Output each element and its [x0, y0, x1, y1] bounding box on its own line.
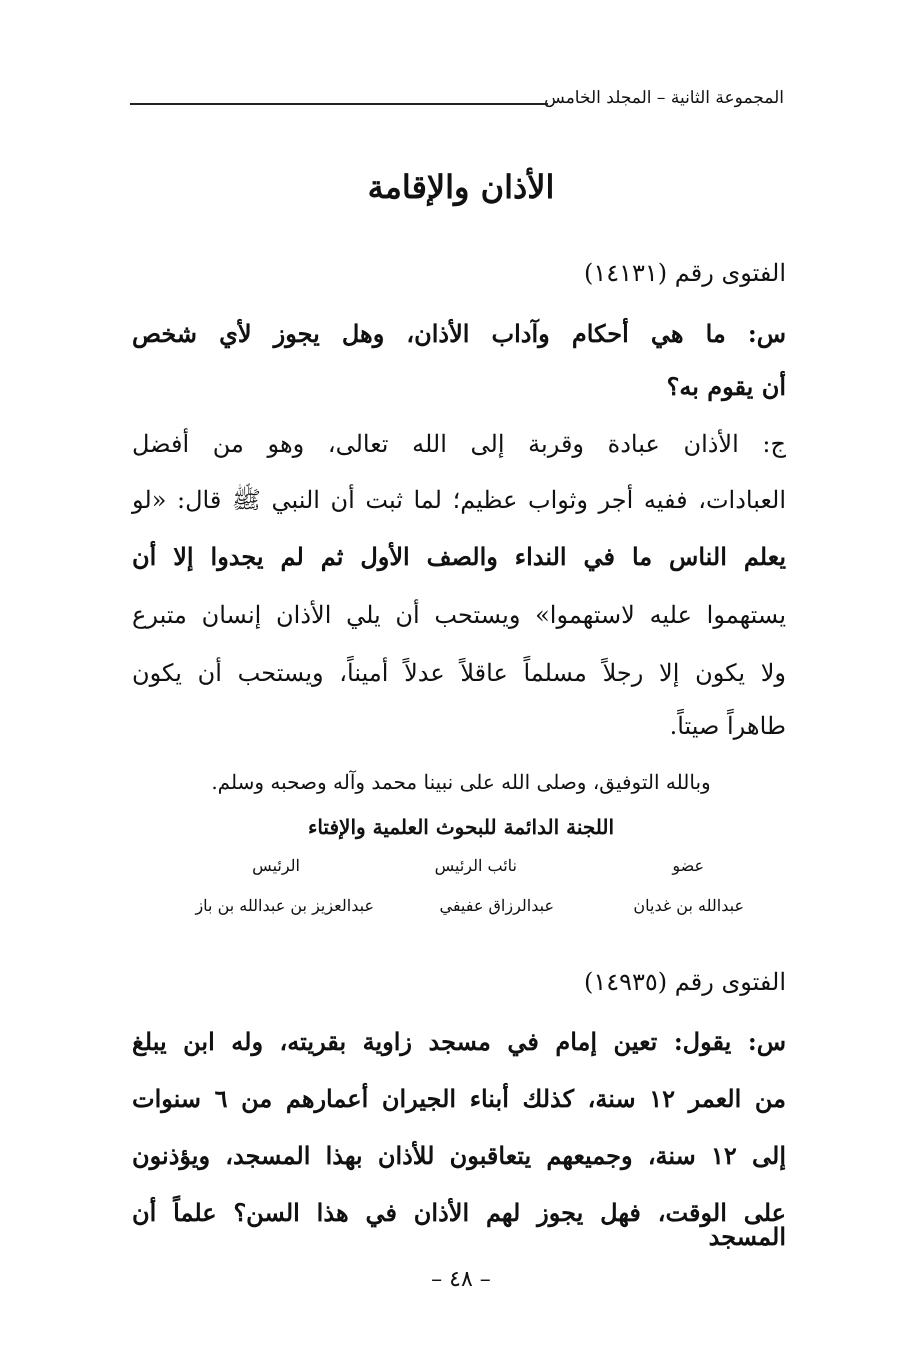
closing-formula: وبالله التوفيق، وصلى الله على نبينا محمد وآله وصحبه وسلم.: [211, 770, 711, 794]
question-line: على الوقت، فهل يجوز لهم الأذان في هذا السن؟ علماً أن المسجد: [132, 1198, 786, 1251]
running-head-rule: [130, 103, 548, 105]
fatwa-number: الفتوى رقم (١٤١٣١): [583, 259, 786, 287]
question-line: أن يقوم به؟: [666, 372, 786, 401]
answer-line: طاهراً صيتاً.: [669, 712, 786, 740]
question-line: س: يقول: تعين إمام في مسجد زاوية بقريته، وله ابن يبلغ: [132, 1027, 786, 1056]
answer-line: يعلم الناس ما في النداء والصف الأول ثم لم يجدوا إلا أن: [132, 542, 786, 571]
question-line: س: ما هي أحكام وآداب الأذان، وهل يجوز لأي شخص: [132, 319, 786, 348]
fatwa-number: الفتوى رقم (١٤٩٣٥): [583, 968, 786, 996]
signatory-name: عبدالله بن غديان: [633, 896, 744, 915]
page-number: – ٤٨ –: [431, 1267, 491, 1292]
signatory-role: عضو: [672, 856, 704, 875]
answer-line: العبادات، ففيه أجر وثواب عظيم؛ لما ثبت أن النبي ﷺ قال: «لو: [132, 486, 786, 514]
signatory-role: نائب الرئيس: [434, 856, 517, 875]
question-line: من العمر ١٢ سنة، كذلك أبناء الجيران أعمارهم من ٦ سنوات: [132, 1084, 787, 1113]
answer-line: يستهموا عليه لاستهموا» ويستحب أن يلي الأذان إنسان متبرع: [132, 601, 786, 629]
chapter-title: الأذان والإقامة: [367, 168, 555, 206]
running-head: المجموعة الثانية – المجلد الخامس: [544, 88, 784, 108]
signatory-name: عبدالعزيز بن عبدالله بن باز: [195, 896, 374, 915]
answer-line: ولا يكون إلا رجلاً مسلماً عاقلاً عدلاً أميناً، ويستحب أن يكون: [132, 659, 786, 687]
committee-name: اللجنة الدائمة للبحوث العلمية والإفتاء: [307, 815, 615, 839]
signatory-name: عبدالرزاق عفيفي: [439, 896, 554, 915]
answer-line: ج: الأذان عبادة وقربة إلى الله تعالى، وهو من أفضل: [132, 430, 786, 458]
question-line: إلى ١٢ سنة، وجميعهم يتعاقبون للأذان بهذا المسجد، ويؤذنون: [132, 1141, 786, 1170]
signatory-role: الرئيس: [252, 856, 300, 875]
